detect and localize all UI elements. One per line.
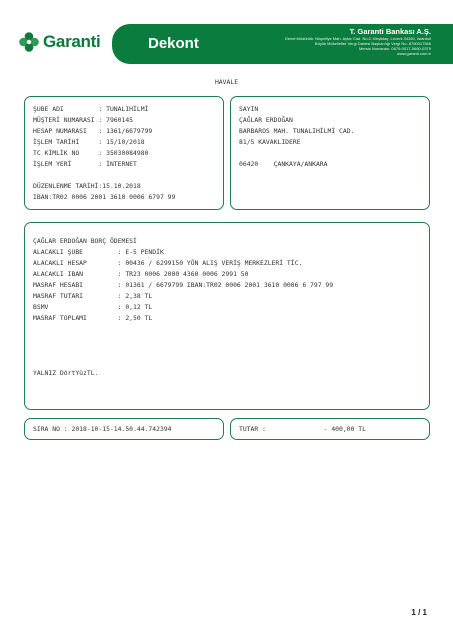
branch-info-box bbox=[24, 96, 224, 210]
bank-info-line: Genel Müdürlük: Nispetiye Mah. Aytar Cad. No:2, Beşiktaş, Levent 34340, İstanbul bbox=[284, 36, 431, 41]
garanti-logo bbox=[18, 30, 100, 54]
logo-text: Garanti bbox=[43, 32, 101, 51]
transaction-date-line: İŞLEM TARİHİ : 15/10/2018 bbox=[33, 138, 145, 146]
postal-city-line: 06420 ÇANKAYA/ANKARA bbox=[239, 160, 328, 168]
iban-line: IBAN:TR02 0006 2001 3610 0006 6797 99 bbox=[33, 193, 176, 201]
address-line-2: 81/5 KAVAKLIDERE bbox=[239, 138, 301, 146]
transaction-place-line: İŞLEM YERİ : İNTERNET bbox=[33, 160, 137, 168]
bank-website: www.garanti.com.tr bbox=[396, 51, 431, 56]
header-band bbox=[112, 24, 453, 64]
bank-name: T. Garanti Bankası A.Ş. bbox=[349, 27, 431, 36]
fee-total-line: MASRAF TOPLAMI : 2,50 TL bbox=[33, 314, 153, 322]
sequence-number: SIRA NO : 2018-10-15-14.50.44.742394 bbox=[33, 425, 172, 433]
transaction-title: HAVALE bbox=[214, 78, 239, 86]
bank-info-line: Mersis Numarası: 0879-0017-5660-0379 bbox=[358, 46, 431, 51]
total-amount: TUTAR : - 400,00 TL bbox=[239, 425, 366, 433]
transaction-details-box bbox=[24, 222, 430, 410]
amount-in-words-line: YALNIZ DörtYüzTL. bbox=[33, 369, 99, 377]
account-number-line: HESAP NUMARASI : 1361/6679799 bbox=[33, 127, 153, 135]
document-type-title: Dekont bbox=[148, 35, 199, 52]
address-box bbox=[230, 96, 430, 210]
address-line-1: BARBAROS MAH. TUNALIHİLMİ CAD. bbox=[239, 127, 355, 135]
tc-id-line: TC KİMLİK NO : 35030084980 bbox=[33, 149, 149, 157]
page-number: 1 / 1 bbox=[411, 608, 427, 617]
issue-date-line: DÜZENLENME TARİHİ:15.10.2018 bbox=[33, 182, 141, 190]
branch-name-line: ŞUBE ADI : TUNALIHİLMİ bbox=[33, 105, 149, 113]
receiver-account-line: ALACAKLI HESAP : 00436 / 6299150 YÖN ALIŞ VERİŞ MERKEZLERİ TİC. bbox=[33, 259, 303, 267]
customer-name: ÇAĞLAR ERDOĞAN bbox=[239, 116, 293, 124]
customer-number-line: MÜŞTERİ NUMARASI : 7960145 bbox=[33, 116, 134, 124]
total-amount-box bbox=[230, 418, 430, 440]
bank-info bbox=[231, 36, 431, 56]
fee-account-line: MASRAF HESABI : 01361 / 6679799 IBAN:TR02 0006 2001 3610 0006 6 797 99 bbox=[33, 281, 334, 289]
salutation: SAYIN bbox=[239, 105, 259, 113]
fee-amount-line: MASRAF TUTARI : 2,38 TL bbox=[33, 292, 153, 300]
receiver-branch-line: ALACAKLI ŞUBE : E-5 PENDİK bbox=[33, 248, 164, 256]
garanti-clover-logo-icon bbox=[18, 31, 40, 53]
bsmv-line: BSMV : 0,12 TL bbox=[33, 303, 153, 311]
header bbox=[0, 24, 453, 64]
receiver-iban-line: ALACAKLI IBAN : TR23 0006 2000 4360 0006 2991 50 bbox=[33, 270, 249, 278]
sequence-number-box bbox=[24, 418, 224, 440]
description-line: ÇAĞLAR ERDOĞAN BORÇ ÖDEMESİ bbox=[33, 237, 137, 245]
bank-info-line: Büyük Mükellefler Vergi Dairesi Başkanlığı Vergi No: 8790017566 bbox=[314, 41, 431, 46]
